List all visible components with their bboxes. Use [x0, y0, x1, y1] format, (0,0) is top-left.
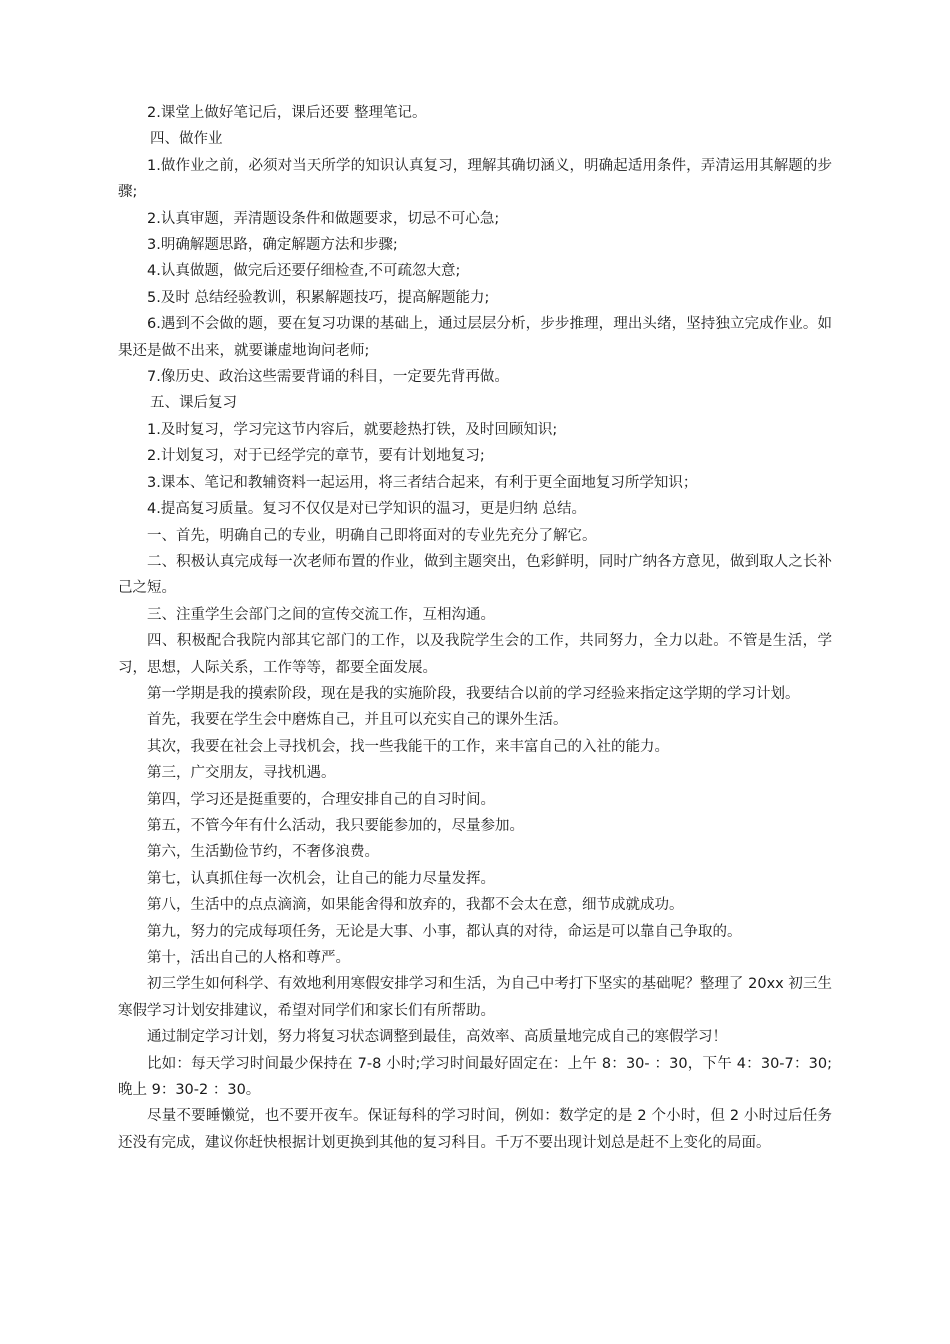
paragraph: 第七，认真抓住每一次机会，让自己的能力尽量发挥。	[147, 870, 495, 887]
paragraph: 比如：每天学习时间最少保持在 7-8 小时;学习时间最好固定在：上午 8：30- ：30，下午 4：30-7：30;晚上 9：30-2 ：30。	[118, 1055, 832, 1099]
paragraph: 第六，生活勤俭节约，不奢侈浪费。	[147, 844, 379, 861]
paragraph: 第一学期是我的摸索阶段，现在是我的实施阶段，我要结合以前的学习经验来指定这学期的学习计划。	[147, 685, 800, 702]
paragraph: 一、首先，明确自己的专业，明确自己即将面对的专业先充分了解它。	[147, 527, 597, 544]
paragraph: 三、注重学生会部门之间的宣传交流工作，互相沟通。	[147, 606, 495, 623]
paragraph: 5.及时 总结经验教训，积累解题技巧，提高解题能力;	[147, 289, 490, 306]
paragraph: 1.及时复习，学习完这节内容后，就要趁热打铁，及时回顾知识;	[147, 421, 558, 438]
paragraph: 2.认真审题，弄清题设条件和做题要求，切忌不可心急;	[147, 210, 500, 227]
paragraph: 其次，我要在社会上寻找机会，找一些我能干的工作，来丰富自己的入社的能力。	[147, 738, 669, 755]
paragraph: 第三，广交朋友，寻找机遇。	[147, 765, 336, 782]
paragraph: 3.明确解题思路，确定解题方法和步骤;	[147, 237, 398, 254]
paragraph: 2.计划复习，对于已经学完的章节，要有计划地复习;	[147, 448, 485, 465]
paragraph: 尽量不要睡懒觉，也不要开夜车。保证每科的学习时间，例如：数学定的是 2 个小时，但 2 小时过后任务还没有完成，建议你赶快根据计划更换到其他的复习科目。千万不要出现计划总是赶不上变化的局面。	[118, 1108, 832, 1151]
paragraph: 第十，活出自己的人格和尊严。	[147, 950, 350, 966]
paragraph: 6.遇到不会做的题，要在复习功课的基础上，通过层层分析，步步推理，理出头绪，坚持独立完成作业。如果还是做不出来，就要谦虚地询问老师;	[118, 316, 832, 359]
paragraph: 2.课堂上做好笔记后，课后还要 整理笔记。	[147, 105, 427, 121]
paragraph: 第四，学习还是挺重要的，合理安排自己的自习时间。	[147, 791, 495, 808]
paragraph: 四、积极配合我院内部其它部门的工作，以及我院学生会的工作，共同努力，全力以赴。不管是生活，学习，思想，人际关系，工作等等，都要全面发展。	[118, 633, 832, 676]
paragraph: 首先，我要在学生会中磨炼自己，并且可以充实自己的课外生活。	[147, 712, 568, 729]
section-heading: 四、做作业	[150, 131, 223, 148]
section-heading: 五、课后复习	[150, 395, 237, 412]
paragraph: 4.提高复习质量。复习不仅仅是对已学知识的温习，更是归纳 总结。	[147, 501, 586, 518]
paragraph: 7.像历史、政治这些需要背诵的科目，一定要先背再做。	[147, 369, 509, 386]
paragraph: 二、积极认真完成每一次老师布置的作业，做到主题突出，色彩鲜明，同时广纳各方意见，做到取人之长补己之短。	[118, 553, 832, 597]
document-body	[118, 100, 832, 1156]
paragraph: 3.课本、笔记和教辅资料一起运用，将三者结合起来，有利于更全面地复习所学知识；	[147, 474, 698, 491]
paragraph: 4.认真做题，做完后还要仔细检查,不可疏忽大意;	[147, 263, 461, 280]
paragraph: 初三学生如何科学、有效地利用寒假安排学习和生活，为自己中考打下坚实的基础呢？整理了 20xx 初三生寒假学习计划安排建议，希望对同学们和家长们有所帮助。	[118, 976, 832, 1019]
paragraph: 第九，努力的完成每项任务，无论是大事、小事，都认真的对待，命运是可以靠自己争取的。	[147, 923, 742, 940]
paragraph: 第五，不管今年有什么活动，我只要能参加的，尽量参加。	[147, 817, 524, 834]
paragraph: 1.做作业之前，必须对当天所学的知识认真复习，理解其确切涵义，明确起适用条件，弄清运用其解题的步骤;	[118, 157, 832, 201]
paragraph: 第八，生活中的点点滴滴，如果能舍得和放弃的，我都不会太在意，细节成就成功。	[147, 897, 684, 914]
paragraph: 通过制定学习计划，努力将复习状态调整到最佳，高效率、高质量地完成自己的寒假学习！	[147, 1029, 727, 1046]
